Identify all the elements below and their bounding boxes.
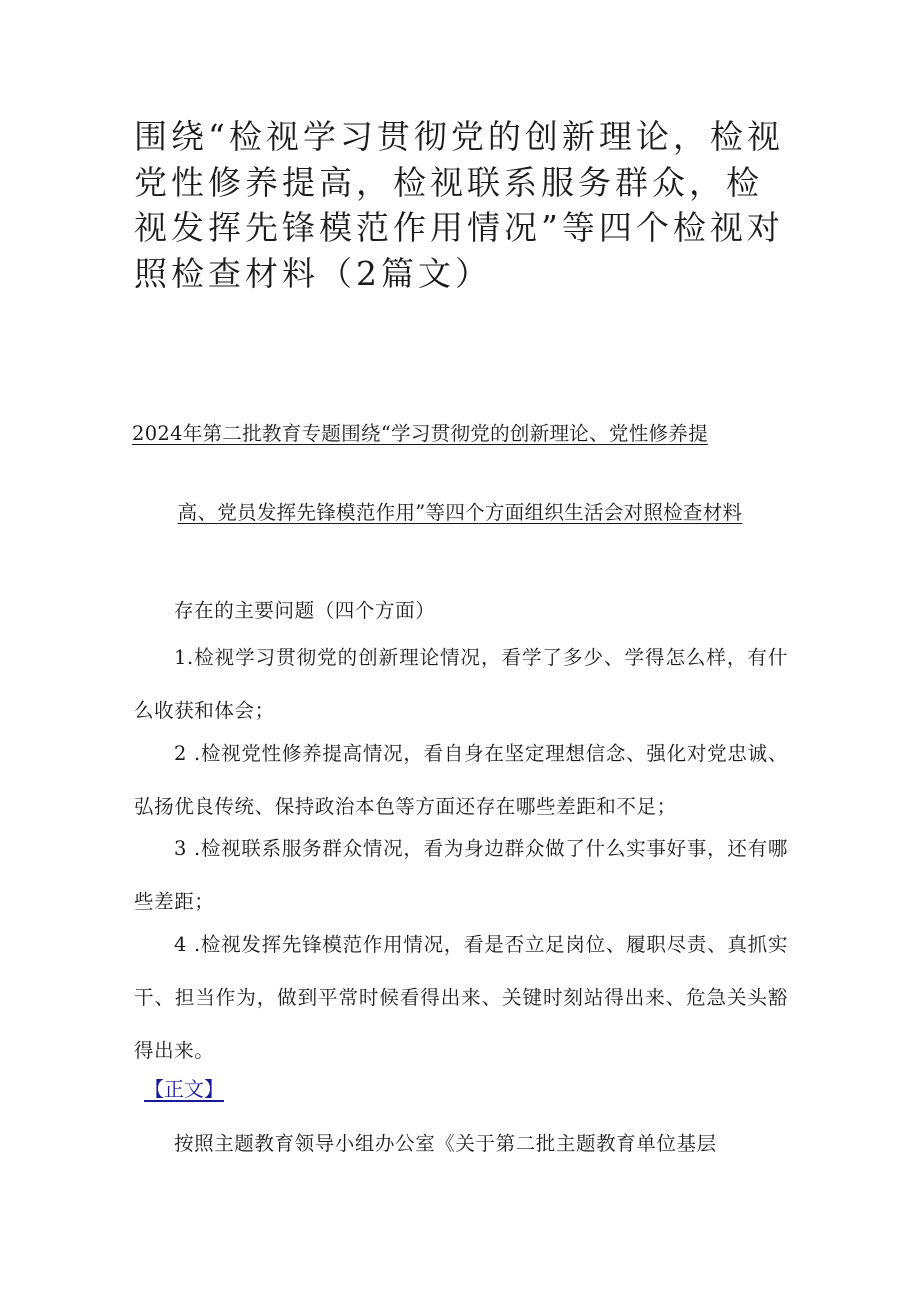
list-item: 1.检视学习贯彻党的创新理论情况，看学了多少、学得怎么样，有什么收获和体会； <box>134 646 788 722</box>
list-item: 2 .检视党性修养提高情况，看自身在坚定理想信念、强化对党忠诚、弘扬优良传统、保持政治本色等方面还存在哪些差距和不足； <box>134 742 788 818</box>
list-item: 3 .检视联系服务群众情况，看为身边群众做了什么实事好事，还有哪些差距； <box>134 837 788 913</box>
body-tag-link[interactable]: 【正文】 <box>144 1077 224 1101</box>
body-paragraph: 按照主题教育领导小组办公室《关于第二批主题教育单位基层 <box>174 1132 717 1155</box>
list-item: 4 .检视发挥先锋模范作用情况，看是否立足岗位、履职尽责、真抓实干、担当作为，做到平常时候看得出来、关键时刻站得出来、危急关头豁得出来。 <box>134 933 788 1062</box>
document-title: 围绕“检视学习贯彻党的创新理论，检视党性修养提高，检视联系服务群众，检视发挥先锋模范作用情况”等四个检视对照检查材料（2篇文） <box>134 117 784 293</box>
subtitle-line-1: 2024年第二批教育专题围绕“学习贯彻党的创新理论、党性修养提 <box>132 422 708 445</box>
section-heading: 存在的主要问题（四个方面） <box>174 599 436 622</box>
subtitle-line-2: 高、党员发挥先锋模范作用”等四个方面组织生活会对照检查材料 <box>177 501 743 524</box>
